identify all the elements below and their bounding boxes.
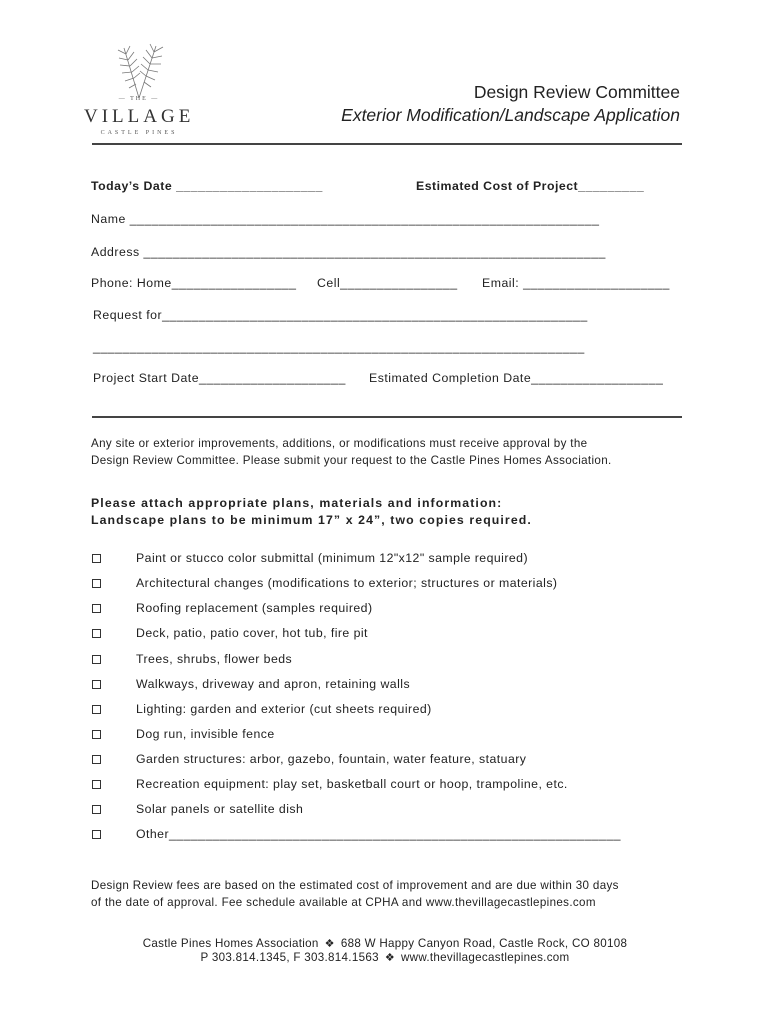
footer-org: Castle Pines Homes Association <box>142 937 319 950</box>
checklist-item-trees: Trees, shrubs, flower beds <box>136 652 293 666</box>
checklist-item-garden-structures: Garden structures: arbor, gazebo, fountain, water feature, statuary <box>136 752 527 766</box>
checkbox-recreation[interactable] <box>92 780 101 789</box>
fees-notice <box>91 877 691 911</box>
footer-line2 <box>0 951 770 964</box>
checkbox-dog-run[interactable] <box>92 730 101 739</box>
checklist-item-paint: Paint or stucco color submittal (minimum 12"x12" sample required) <box>136 551 528 565</box>
checklist-item-other[interactable]: Other______________________________________________________________ <box>136 827 621 841</box>
checklist-item-architectural: Architectural changes (modifications to exterior; structures or materials) <box>136 576 558 590</box>
checkbox-architectural[interactable] <box>92 579 101 588</box>
diamond-separator-icon: ❖ <box>384 952 395 964</box>
email-field[interactable]: Email: ____________________ <box>482 276 670 290</box>
checkbox-other[interactable] <box>92 830 101 839</box>
checkbox-trees[interactable] <box>92 655 101 664</box>
checklist-item-recreation: Recreation equipment: play set, basketball court or hoop, trampoline, etc. <box>136 777 568 791</box>
checklist-item-lighting: Lighting: garden and exterior (cut sheets required) <box>136 702 432 716</box>
logo-the: — THE — <box>118 96 160 102</box>
pine-branch-icon <box>84 40 194 100</box>
estimated-cost-field[interactable]: Estimated Cost of Project_________ <box>416 179 645 193</box>
attach-instructions <box>91 495 532 529</box>
name-field[interactable]: Name ________________________________________________________________ <box>91 212 600 226</box>
project-start-field[interactable]: Project Start Date____________________ <box>93 371 346 385</box>
diamond-separator-icon: ❖ <box>324 938 335 950</box>
approval-notice-line2: Design Review Committee. Please submit your request to the Castle Pines Homes Association. <box>91 454 612 467</box>
fees-line2: of the date of approval. Fee schedule available at CPHA and www.thevillagecastlepines.com <box>91 896 596 909</box>
request-for-line2[interactable]: ___________________________________________________________________ <box>93 340 585 354</box>
footer-website[interactable]: www.thevillagecastlepines.com <box>401 951 570 964</box>
form-divider <box>92 416 682 418</box>
checklist-item-walkways: Walkways, driveway and apron, retaining walls <box>136 677 411 691</box>
checklist-item-dog-run: Dog run, invisible fence <box>136 727 275 741</box>
checkbox-garden-structures[interactable] <box>92 755 101 764</box>
attach-line2: Landscape plans to be minimum 17” x 24”, two copies required. <box>91 513 532 527</box>
checkbox-walkways[interactable] <box>92 680 101 689</box>
village-logo <box>84 40 194 140</box>
checklist-item-roofing: Roofing replacement (samples required) <box>136 601 373 615</box>
approval-notice <box>91 435 691 469</box>
checkbox-paint[interactable] <box>92 554 101 563</box>
phone-home-field[interactable]: Phone: Home_________________ <box>91 276 297 290</box>
footer-phone-fax: P 303.814.1345, F 303.814.1563 <box>200 951 379 964</box>
checklist-item-solar: Solar panels or satellite dish <box>136 802 304 816</box>
checkbox-deck[interactable] <box>92 629 101 638</box>
todays-date-field[interactable]: Today’s Date ____________________ <box>91 179 323 193</box>
checkbox-solar[interactable] <box>92 805 101 814</box>
checkbox-lighting[interactable] <box>92 705 101 714</box>
page-title: Design Review Committee <box>473 82 680 102</box>
request-for-field[interactable]: Request for__________________________________________________________ <box>93 308 588 322</box>
approval-notice-line1: Any site or exterior improvements, additions, or modifications must receive approval by the <box>91 437 588 450</box>
fees-line1: Design Review fees are based on the estimated cost of improvement and are due within 30 days <box>91 879 619 892</box>
address-field[interactable]: Address _______________________________________________________________ <box>91 245 606 259</box>
footer-address: 688 W Happy Canyon Road, Castle Rock, CO 80108 <box>340 937 628 950</box>
estimated-completion-field[interactable]: Estimated Completion Date__________________ <box>369 371 664 385</box>
logo-name: VILLAGE <box>84 106 195 127</box>
footer-line1 <box>0 937 770 950</box>
checklist-item-deck: Deck, patio, patio cover, hot tub, fire pit <box>136 626 368 640</box>
page-subtitle: Exterior Modification/Landscape Application <box>341 105 680 125</box>
cell-field[interactable]: Cell________________ <box>317 276 458 290</box>
logo-subtitle: CASTLE PINES <box>100 130 178 136</box>
checkbox-roofing[interactable] <box>92 604 101 613</box>
attach-line1: Please attach appropriate plans, materials and information: <box>91 496 503 510</box>
header-divider <box>92 143 682 145</box>
